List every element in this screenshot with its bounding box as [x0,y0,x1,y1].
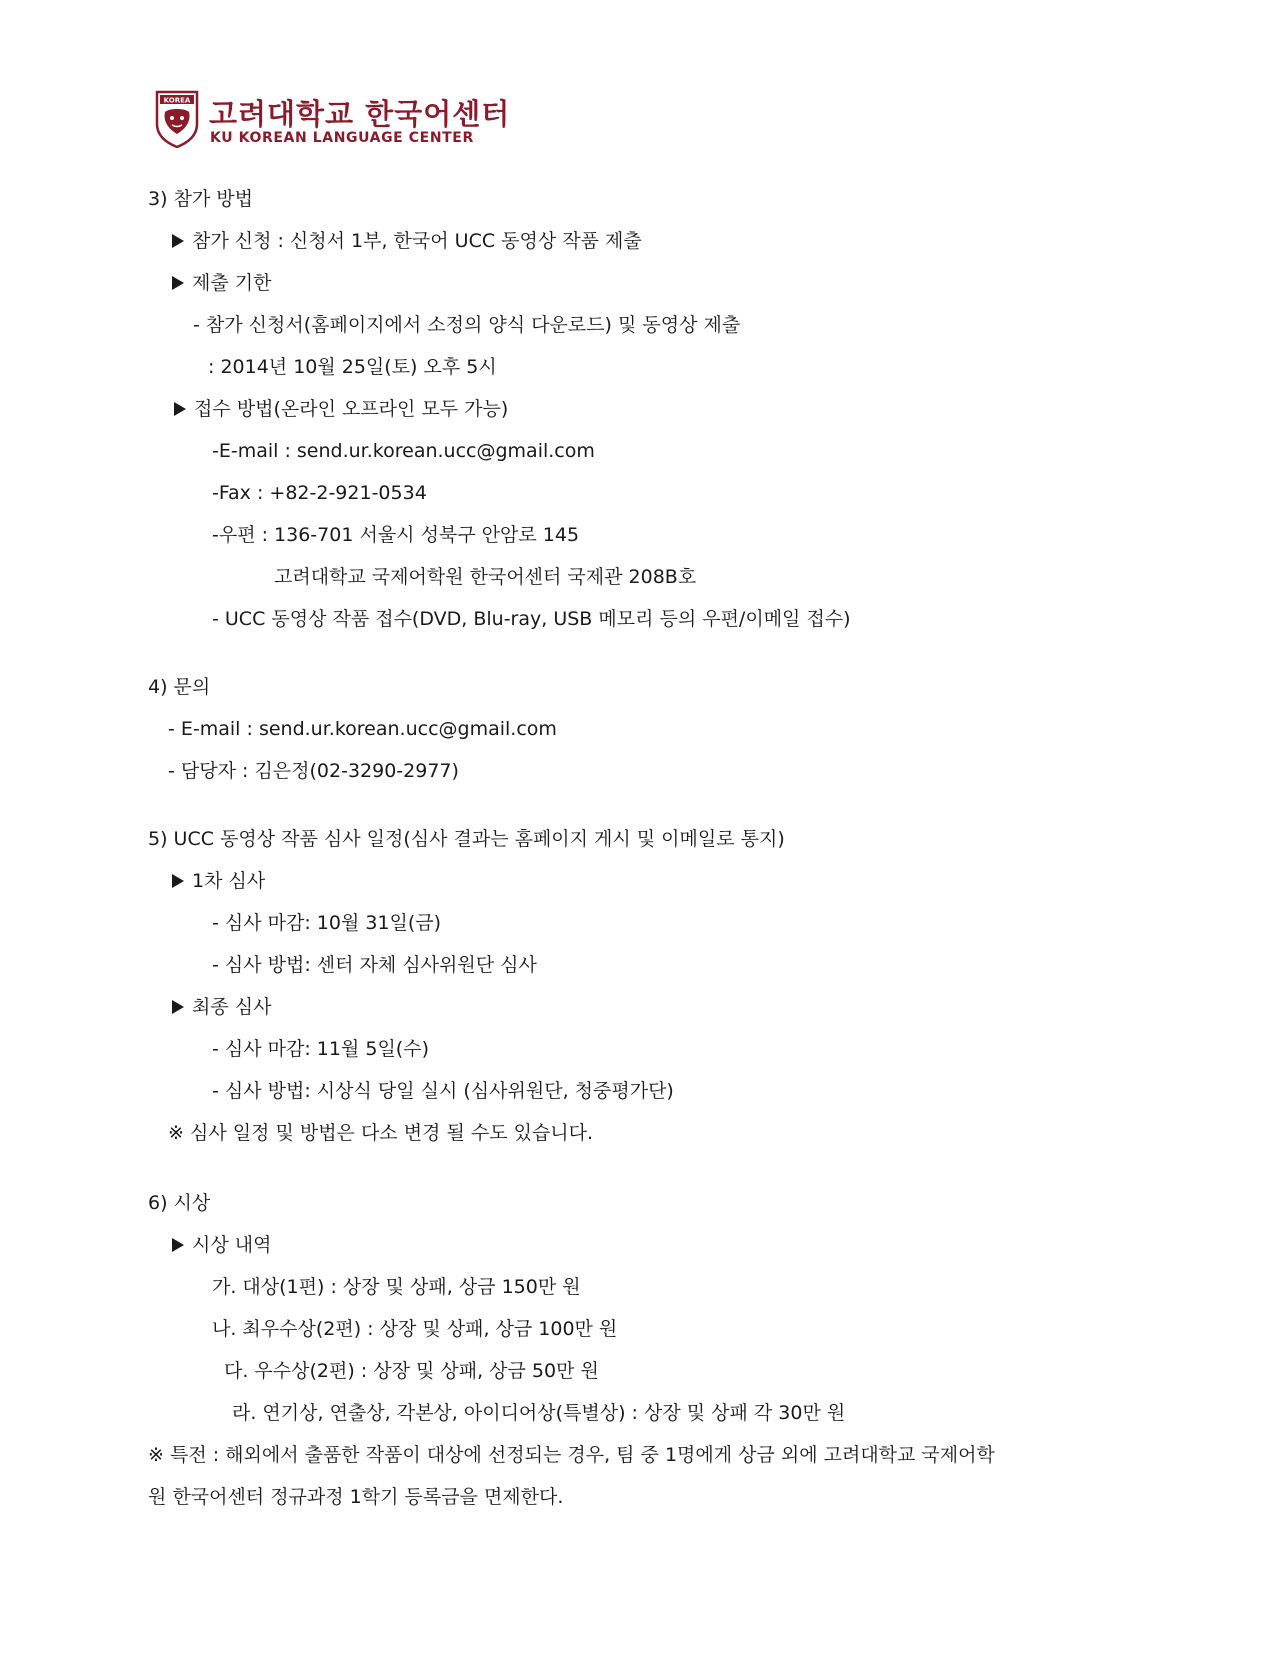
section-4-title: 4) 문의 [148,676,211,698]
first-review-heading [172,869,265,893]
deadline-heading-text: 제출 기한 [192,272,272,294]
receipt-fax: -Fax : +82-2-921-0534 [212,482,427,504]
bullet-triangle-icon [172,276,184,290]
bullet-triangle-icon [172,1000,184,1014]
first-review-deadline: - 심사 마감: 10월 31일(금) [212,912,442,934]
bullet-triangle-icon [172,234,184,248]
award-merit: 다. 우수상(2편) : 상장 및 상패, 상금 50만 원 [224,1360,599,1382]
logo-korean-title: 고려대학교 한국어센터 [209,97,511,131]
first-review-heading-text: 1차 심사 [192,870,266,892]
receipt-heading [174,397,508,421]
awards-heading [172,1233,271,1257]
receipt-ucc: - UCC 동영상 작품 접수(DVD, Blu-ray, USB 메모리 등의 우편/이메일 접수) [212,608,851,630]
deadline-heading [172,271,271,295]
section-5-title: 5) UCC 동영상 작품 심사 일정(심사 결과는 홈페이지 게시 및 이메일로 통지) [148,828,785,850]
deadline-item: - 참가 신청서(홈페이지에서 소정의 양식 다운로드) 및 동영상 제출 [193,314,741,336]
award-excellence: 나. 최우수상(2편) : 상장 및 상패, 상금 100만 원 [212,1318,618,1340]
bullet-triangle-icon [172,874,184,888]
receipt-post-address: 고려대학교 국제어학원 한국어센터 국제관 208B호 [274,566,697,588]
bullet-triangle-icon [174,402,186,416]
tiger-shield-emblem-icon [155,90,199,148]
award-special: 라. 연기상, 연출상, 각본상, 아이디어상(특별상) : 상장 및 상패 각 30만 원 [232,1402,846,1424]
logo-english-title: KU KOREAN LANGUAGE CENTER [210,130,474,146]
inquiry-contact: - 담당자 : 김은정(02-3290-2977) [168,760,459,782]
awards-heading-text: 시상 내역 [192,1234,272,1256]
bullet-triangle-icon [172,1238,184,1252]
deadline-date: : 2014년 10월 25일(토) 오후 5시 [208,356,497,378]
privilege-note-line-1: ※ 특전 : 해외에서 출품한 작품이 대상에 선정되는 경우, 팀 중 1명에게 상금 외에 고려대학교 국제어학 [148,1444,995,1466]
final-review-method: - 심사 방법: 시상식 당일 실시 (심사위원단, 청중평가단) [212,1080,674,1102]
apply-text: 참가 신청 : 신청서 1부, 한국어 UCC 동영상 작품 제출 [192,230,642,252]
apply-line [172,229,642,253]
section-3-title: 3) 참가 방법 [148,188,253,210]
receipt-post: -우편 : 136-701 서울시 성북구 안암로 145 [212,524,580,546]
inquiry-email: - E-mail : send.ur.korean.ucc@gmail.com [168,718,557,740]
receipt-email: -E-mail : send.ur.korean.ucc@gmail.com [212,440,595,462]
first-review-method: - 심사 방법: 센터 자체 심사위원단 심사 [212,954,537,976]
final-review-heading [172,995,271,1019]
emblem-text: KOREA [163,96,191,105]
award-grand-prize: 가. 대상(1편) : 상장 및 상패, 상금 150만 원 [212,1276,581,1298]
section-6-title: 6) 시상 [148,1192,211,1214]
final-review-deadline: - 심사 마감: 11월 5일(수) [212,1038,429,1060]
privilege-note-line-2: 원 한국어센터 정규과정 1학기 등록금을 면제한다. [148,1486,564,1508]
receipt-heading-text: 접수 방법(온라인 오프라인 모두 가능) [194,398,509,420]
ku-korean-language-center-logo [155,90,515,150]
final-review-heading-text: 최종 심사 [192,996,272,1018]
review-note: ※ 심사 일정 및 방법은 다소 변경 될 수도 있습니다. [168,1122,594,1144]
